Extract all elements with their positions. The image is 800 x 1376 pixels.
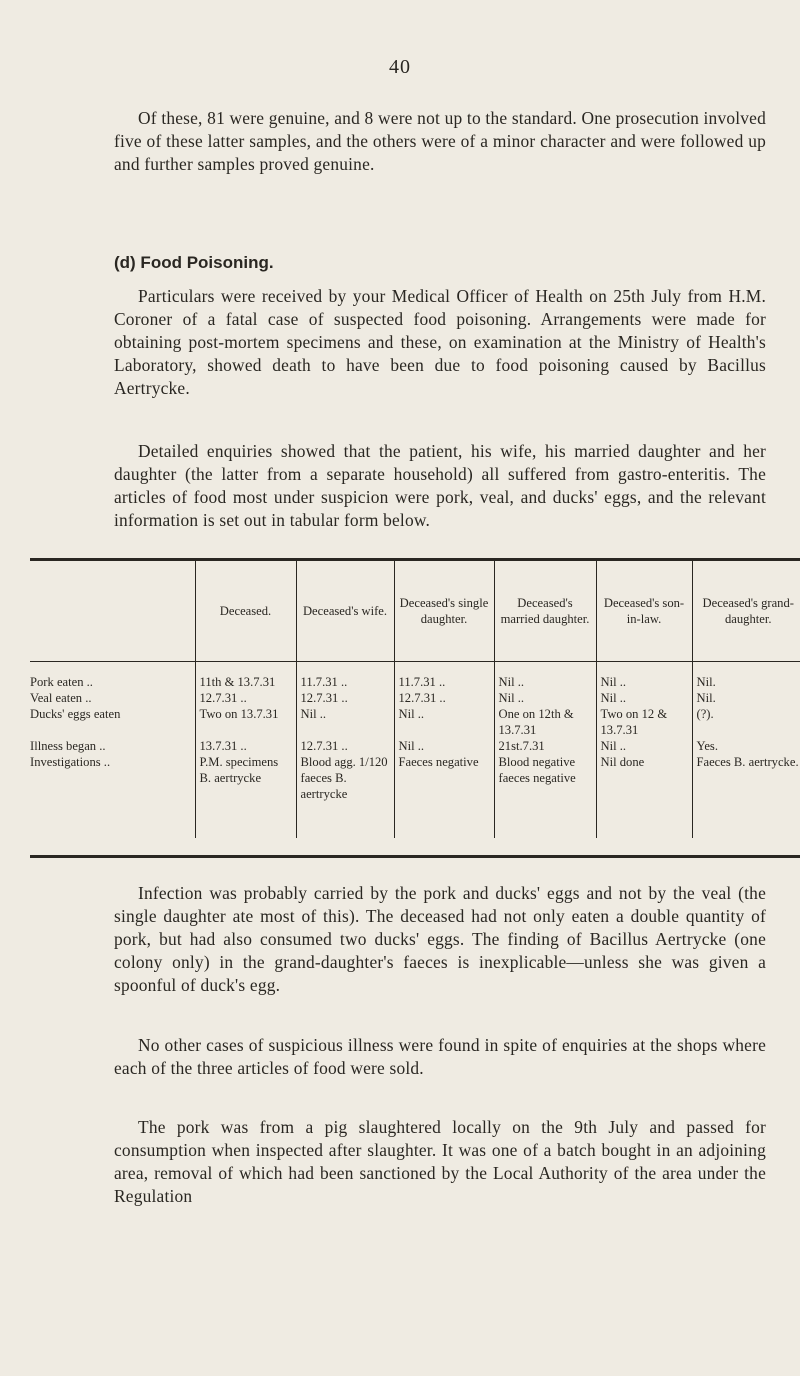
- table-row-illness: [30, 738, 800, 754]
- row-label: Ducks' eggs eaten: [30, 707, 121, 721]
- table-cell: Nil done: [596, 754, 692, 838]
- paragraph-enquiries-text: Detailed enquiries showed that the patient, his wife, his married daughter and her daughter (the latter from a separate household) all suffered from gastro-enteritis. The articles of food most under suspicion were pork, veal, and ducks' eggs, and the relevant information is set out in tabular form below.: [114, 441, 766, 530]
- table-cell: Nil ..: [494, 690, 596, 706]
- table-cell: Faeces negative: [394, 754, 494, 838]
- table-cell: 12.7.31 ..: [296, 690, 394, 706]
- paragraph-infection-text: Infection was probably carried by the pork and ducks' eggs and not by the veal (the single daughter ate most of this). The deceased had not only eaten a double quantity of pork, but had also consumed two ducks' eggs. The finding of Bacillus Aertrycke (one colony only) in the grand-daughter's faeces is inexplicable—unless she was given a spoonful of duck's egg.: [114, 883, 766, 995]
- row-label: Veal eaten ..: [30, 691, 92, 705]
- table-cell: 21st.7.31: [494, 738, 596, 754]
- table-header-row: [30, 560, 800, 662]
- table-row-ducks-eggs: [30, 706, 800, 738]
- table-cell: Nil ..: [596, 738, 692, 754]
- table-cell: P.M. specimens B. aertrycke: [195, 754, 296, 838]
- table-cell: Blood agg. 1/120 faeces B. aertrycke: [296, 754, 394, 838]
- table-cell: Nil.: [692, 690, 800, 706]
- table-cell: Faeces B. aertrycke.: [692, 754, 800, 838]
- paragraph-enquiries: [114, 440, 766, 532]
- paragraph-pork: [114, 1116, 766, 1208]
- table-cell: 11th & 13.7.31: [195, 662, 296, 691]
- table-cell: One on 12th & 13.7.31: [494, 706, 596, 738]
- table-cell: Yes.: [692, 738, 800, 754]
- table-cell: Nil ..: [494, 662, 596, 691]
- table-bottom-rule: [30, 855, 800, 858]
- paragraph-standard-text: Of these, 81 were genuine, and 8 were not up to the standard. One prosecution involved five of these latter samples, and the others were of a minor character and were followed up and further samples proved genuine.: [114, 108, 766, 174]
- table-cell: Nil ..: [394, 706, 494, 738]
- table-cell: Blood negative faeces negative: [494, 754, 596, 838]
- row-label: Pork eaten ..: [30, 675, 93, 689]
- paragraph-standard: [114, 107, 766, 176]
- table-header-married-daughter: Deceased's married daughter.: [494, 560, 596, 662]
- table-cell: Nil ..: [296, 706, 394, 738]
- section-heading: (d) Food Poisoning.: [114, 253, 274, 272]
- table-header-single-daughter: Deceased's single daughter.: [394, 560, 494, 662]
- table-cell: Nil ..: [394, 738, 494, 754]
- table-cell: (?).: [692, 706, 800, 738]
- row-label: Investigations ..: [30, 755, 111, 769]
- table-cell: 11.7.31 ..: [394, 662, 494, 691]
- table-header-deceased: Deceased.: [195, 560, 296, 662]
- paragraph-particulars: [114, 285, 766, 400]
- table-cell: 12.7.31 ..: [394, 690, 494, 706]
- paragraph-pork-text: The pork was from a pig slaughtered locally on the 9th July and passed for consumption when inspected after slaughter. It was one of a batch bought in an adjoining area, removal of which had been sanctioned by the Local Authority of the area under the Regulation: [114, 1117, 766, 1206]
- table-cell: Nil ..: [596, 690, 692, 706]
- table-row-investigations: [30, 754, 800, 838]
- table-header-wife: Deceased's wife.: [296, 560, 394, 662]
- table-cell: Two on 12 & 13.7.31: [596, 706, 692, 738]
- table-cell: 12.7.31 ..: [296, 738, 394, 754]
- table-cell: Nil ..: [596, 662, 692, 691]
- table-cell: 11.7.31 ..: [296, 662, 394, 691]
- food-poisoning-table: [30, 560, 800, 838]
- table-cell: Nil.: [692, 662, 800, 691]
- paragraph-no-other-text: No other cases of suspicious illness were found in spite of enquiries at the shops where each of the three articles of food were sold.: [114, 1035, 766, 1078]
- table-header-blank: [30, 560, 195, 662]
- table-header-grand-daughter: Deceased's grand-daughter.: [692, 560, 800, 662]
- table-cell: 13.7.31 ..: [195, 738, 296, 754]
- page-number: 40: [389, 56, 411, 78]
- table-row-pork: [30, 662, 800, 691]
- paragraph-infection: [114, 882, 766, 997]
- table-cell: 12.7.31 ..: [195, 690, 296, 706]
- paragraph-particulars-text: Particulars were received by your Medical Officer of Health on 25th July from H.M. Coroner of a fatal case of suspected food poisoning. Arrangements were made for obtaining post-mortem specimens and these, on examination at the Ministry of Health's Laboratory, showed death to have been due to food poisoning caused by Bacillus Aertrycke.: [114, 286, 766, 398]
- paragraph-no-other: [114, 1034, 766, 1080]
- table-cell: Two on 13.7.31: [195, 706, 296, 738]
- row-label: Illness began ..: [30, 739, 106, 753]
- table-header-son-in-law: Deceased's son-in-law.: [596, 560, 692, 662]
- table-row-veal: [30, 690, 800, 706]
